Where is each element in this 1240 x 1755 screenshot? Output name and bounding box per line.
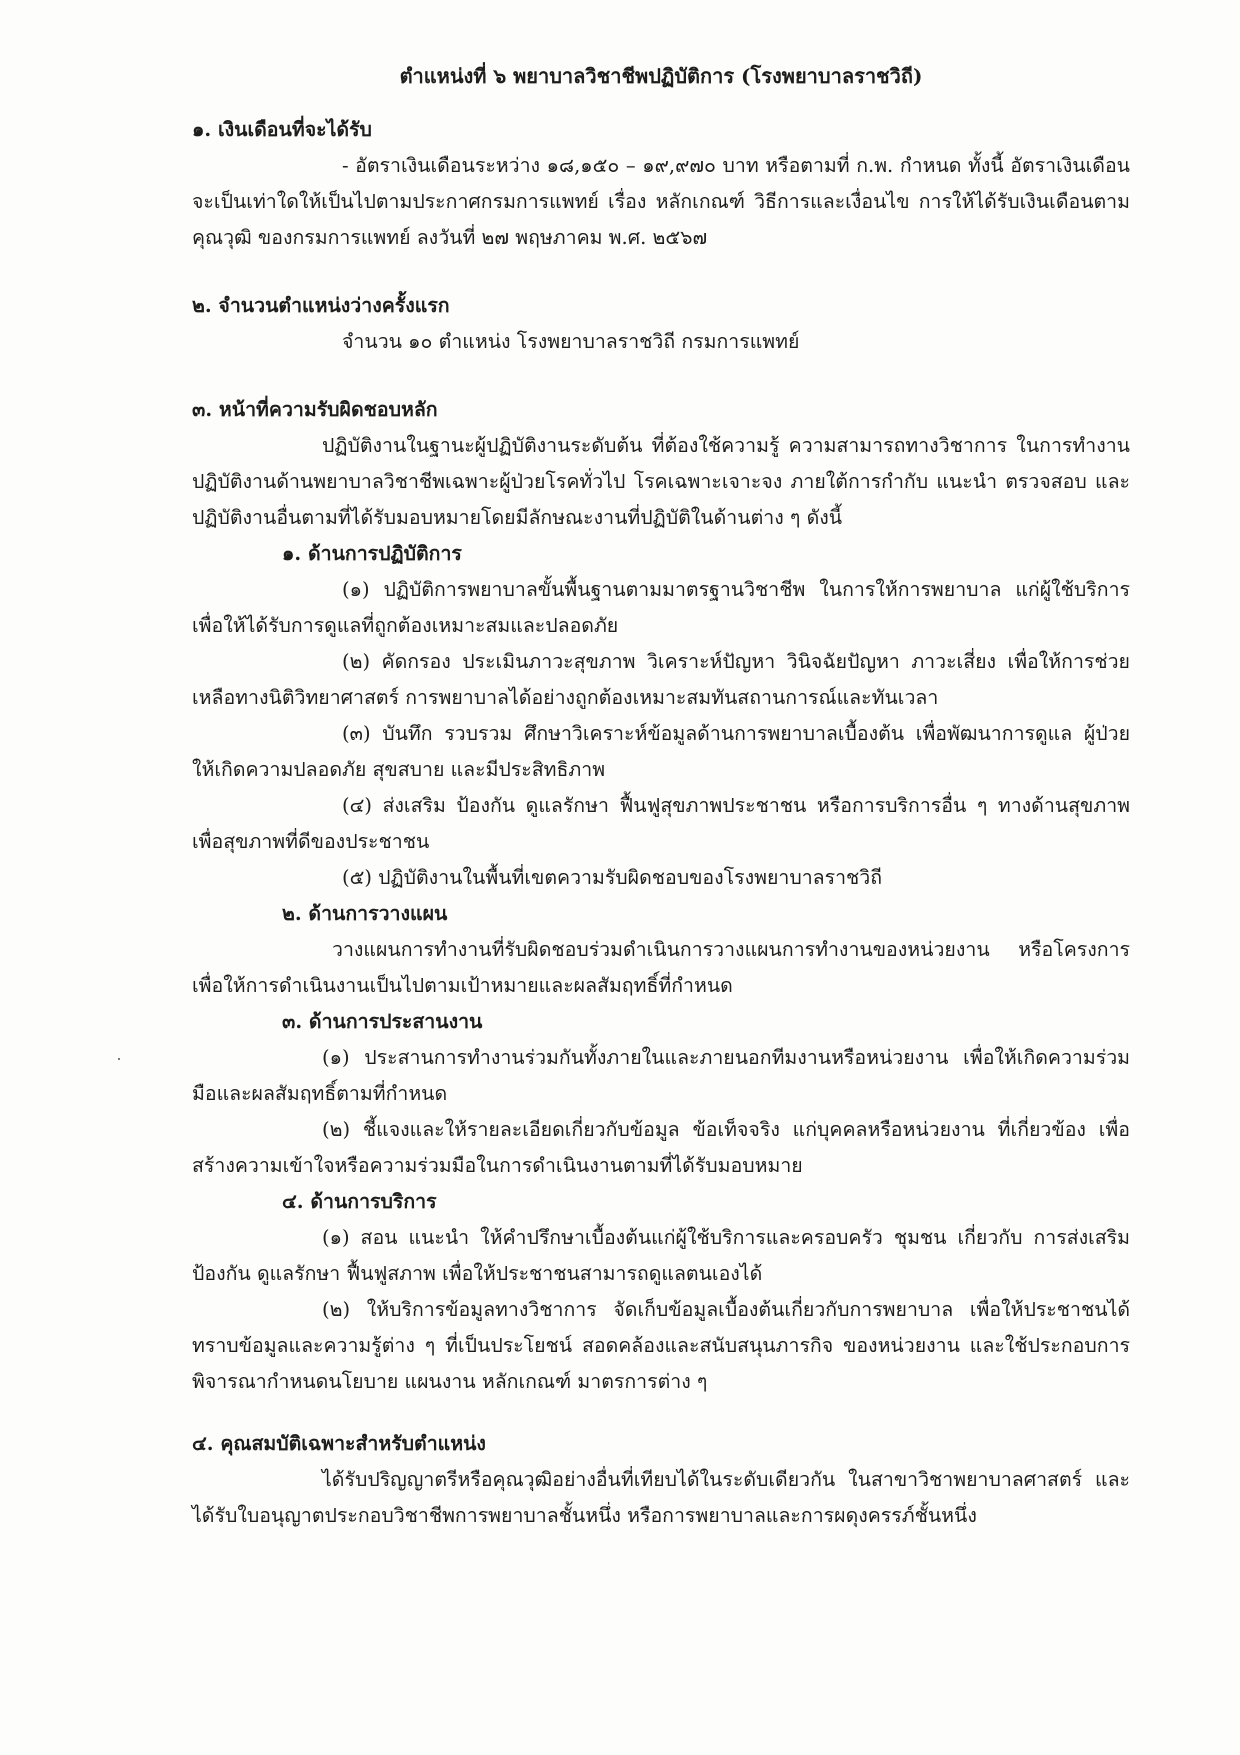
- subsection-coordination-heading: ๓. ด้านการประสานงาน: [282, 1010, 483, 1033]
- service-item-2: (๒) ให้บริการข้อมูลทางวิชาการ จัดเก็บข้อมูลเบื้องต้นเกี่ยวกับการพยาบาล เพื่อให้ประชาชนได้ทราบข้อมูลและความรู้ต่าง ๆ ที่เป็นประโยชน์ สอดคล้องและสนับสนุนภารกิจ ของหน่วยงาน และใช้ประกอบการพิจารณากำหนดนโยบาย แผนงาน หลักเกณฑ์ มาตรการต่าง ๆ: [192, 1298, 1130, 1393]
- subsection-service-heading: ๔. ด้านการบริการ: [282, 1190, 437, 1213]
- section-4-heading: ๔. คุณสมบัติเฉพาะสำหรับตำแหน่ง: [192, 1432, 486, 1455]
- section-4-body: ได้รับปริญญาตรีหรือคุณวุฒิอย่างอื่นที่เทียบได้ในระดับเดียวกัน ในสาขาวิชาพยาบาลศาสตร์ และได้รับใบอนุญาตประกอบวิชาชีพการพยาบาลชั้นหนึ่ง หรือการพยาบาลและการผดุงครรภ์ชั้นหนึ่ง: [192, 1468, 1130, 1527]
- scan-speck: [118, 1058, 120, 1060]
- section-2-body: จำนวน ๑๐ ตำแหน่ง โรงพยาบาลราชวิถี กรมการแพทย์: [342, 330, 800, 353]
- subsection-planning-heading: ๒. ด้านการวางแผน: [282, 902, 448, 925]
- page-title: ตำแหน่งที่ ๖ พยาบาลวิชาชีพปฏิบัติการ (โรงพยาบาลราชวิถี): [399, 64, 923, 88]
- section-2-heading: ๒. จำนวนตำแหน่งว่างครั้งแรก: [192, 294, 450, 317]
- planning-body: วางแผนการทำงานที่รับผิดชอบร่วมดำเนินการวางแผนการทำงานของหน่วยงาน หรือโครงการเพื่อให้การดำเนินงานเป็นไปตามเป้าหมายและผลสัมฤทธิ์ที่กำหนด: [192, 938, 1130, 997]
- practice-item-1: (๑) ปฏิบัติการพยาบาลขั้นพื้นฐานตามมาตรฐานวิชาชีพ ในการให้การพยาบาล แก่ผู้ใช้บริการเพื่อให้ได้รับการดูแลที่ถูกต้องเหมาะสมและปลอดภัย: [192, 578, 1130, 637]
- practice-item-5: (๕) ปฏิบัติงานในพื้นที่เขตความรับผิดชอบของโรงพยาบาลราชวิถี: [342, 866, 883, 889]
- practice-item-3: (๓) บันทึก รวบรวม ศึกษาวิเคราะห์ข้อมูลด้านการพยาบาลเบื้องต้น เพื่อพัฒนาการดูแล ผู้ป่วย ให้เกิดความปลอดภัย สุขสบาย และมีประสิทธิภาพ: [192, 722, 1130, 781]
- section-3-heading: ๓. หน้าที่ความรับผิดชอบหลัก: [192, 398, 438, 421]
- coordination-item-2: (๒) ชี้แจงและให้รายละเอียดเกี่ยวกับข้อมูล ข้อเท็จจริง แก่บุคคลหรือหน่วยงาน ที่เกี่ยวข้อง เพื่อสร้างความเข้าใจหรือความร่วมมือในการดำเนินงานตามที่ได้รับมอบหมาย: [192, 1118, 1130, 1177]
- subsection-practice-heading: ๑. ด้านการปฏิบัติการ: [282, 542, 462, 565]
- section-1-heading: ๑. เงินเดือนที่จะได้รับ: [192, 118, 372, 141]
- service-item-1: (๑) สอน แนะนำ ให้คำปรึกษาเบื้องต้นแก่ผู้ใช้บริการและครอบครัว ชุมชน เกี่ยวกับ การส่งเสริม ป้องกัน ดูแลรักษา ฟื้นฟูสภาพ เพื่อให้ประชาชนสามารถดูแลตนเองได้: [192, 1226, 1130, 1285]
- coordination-item-1: (๑) ประสานการทำงานร่วมกันทั้งภายในและภายนอกทีมงานหรือหน่วยงาน เพื่อให้เกิดความร่วมมือและผลสัมฤทธิ์ตามที่กำหนด: [192, 1046, 1130, 1105]
- section-1-body: - อัตราเงินเดือนระหว่าง ๑๘,๑๕๐ – ๑๙,๙๗๐ บาท หรือตามที่ ก.พ. กำหนด ทั้งนี้ อัตราเงินเดือน จะเป็นเท่าใดให้เป็นไปตามประกาศกรมการแพทย์ เรื่อง หลักเกณฑ์ วิธีการและเงื่อนไข การให้ได้รับเงินเดือนตามคุณวุฒิ ของกรมการแพทย์ ลงวันที่ ๒๗ พฤษภาคม พ.ศ. ๒๕๖๗: [192, 154, 1130, 249]
- section-3-intro: ปฏิบัติงานในฐานะผู้ปฏิบัติงานระดับต้น ที่ต้องใช้ความรู้ ความสามารถทางวิชาการ ในการทำงาน ปฏิบัติงานด้านพยาบาลวิชาชีพเฉพาะผู้ป่วยโรคทั่วไป โรคเฉพาะเจาะจง ภายใต้การกำกับ แนะนำ ตรวจสอบ และปฏิบัติงานอื่นตามที่ได้รับมอบหมายโดยมีลักษณะงานที่ปฏิบัติในด้านต่าง ๆ ดังนี้: [192, 434, 1130, 529]
- practice-item-2: (๒) คัดกรอง ประเมินภาวะสุขภาพ วิเคราะห์ปัญหา วินิจฉัยปัญหา ภาวะเสี่ยง เพื่อให้การช่วยเหลือทางนิติวิทยาศาสตร์ การพยาบาลได้อย่างถูกต้องเหมาะสมทันสถานการณ์และทันเวลา: [192, 650, 1130, 709]
- practice-item-4: (๔) ส่งเสริม ป้องกัน ดูแลรักษา ฟื้นฟูสุขภาพประชาชน หรือการบริการอื่น ๆ ทางด้านสุขภาพ เพื่อสุขภาพที่ดีของประชาชน: [192, 794, 1130, 853]
- document-body: [192, 54, 1130, 1534]
